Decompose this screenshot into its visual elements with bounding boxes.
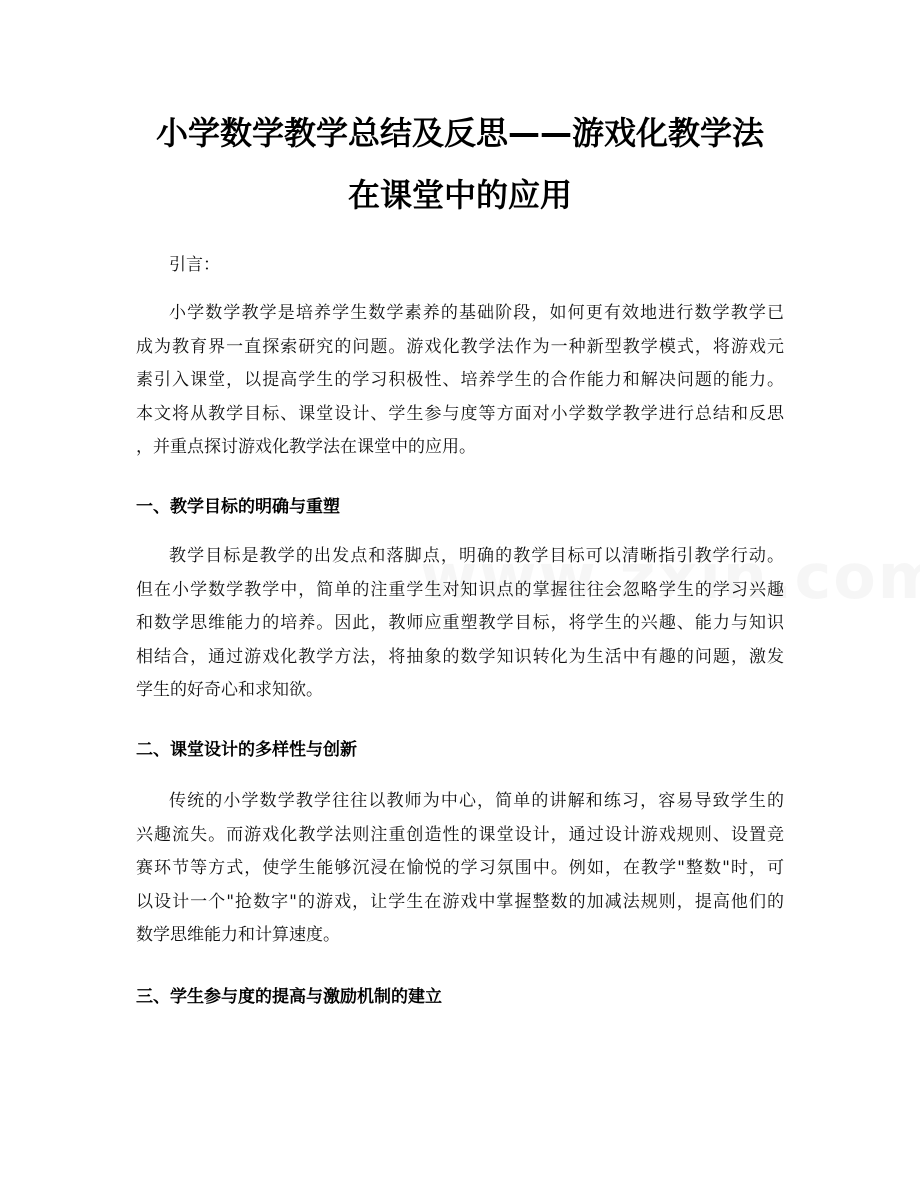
intro-line: ，并重点探讨游戏化教学法在课堂中的应用。 (136, 437, 476, 458)
section-1-paragraph (136, 540, 784, 708)
intro-paragraph (136, 297, 784, 465)
section-2-line: 兴趣流失。而游戏化教学法则注重创造性的课堂设计，通过设计游戏规则、设置竞 (136, 824, 784, 845)
section-1-line: 但在小学数学教学中，简单的注重学生对知识点的掌握往往会忽略学生的学习兴趣 (136, 579, 784, 600)
intro-line: 成为教育界一直探索研究的问题。游戏化教学法作为一种新型教学模式，将游戏元 (136, 336, 784, 357)
section-1-line: 相结合，通过游戏化教学方法，将抽象的数学知识转化为生活中有趣的问题，激发 (136, 646, 784, 667)
section-2-heading: 二、课堂设计的多样性与创新 (136, 740, 357, 760)
section-1-heading: 一、教学目标的明确与重塑 (136, 497, 340, 517)
section-1-line: 和数学思维能力的培养。因此，教师应重塑教学目标，将学生的兴趣、能力与知识 (136, 613, 784, 634)
intro-line: 本文将从教学目标、课堂设计、学生参与度等方面对小学数学教学进行总结和反思 (136, 403, 784, 424)
intro-line: 素引入课堂，以提高学生的学习积极性、培养学生的合作能力和解决问题的能力。 (136, 370, 784, 391)
document-title-line-2: 在课堂中的应用 (347, 176, 572, 214)
section-1-line: 教学目标是教学的出发点和落脚点，明确的教学目标可以清晰指引教学行动。 (169, 546, 784, 566)
document-title-line-1: 小学数学教学总结及反思——游戏化教学法 (155, 114, 764, 152)
intro-label: 引言： (169, 255, 220, 275)
section-2-line: 赛环节等方式，使学生能够沉浸在愉悦的学习氛围中。例如，在教学"整数"时，可 (136, 858, 784, 879)
section-2-paragraph (136, 785, 784, 953)
section-3-heading: 三、学生参与度的提高与激励机制的建立 (136, 987, 442, 1007)
section-1-line: 学生的好奇心和求知欲。 (136, 680, 323, 701)
section-2-line: 传统的小学数学教学往往以教师为中心，简单的讲解和练习，容易导致学生的 (169, 791, 784, 811)
section-2-line: 数学思维能力和计算速度。 (136, 925, 340, 946)
section-2-line: 以设计一个"抢数字"的游戏，让学生在游戏中掌握整数的加减法规则，提高他们的 (136, 891, 784, 912)
intro-line: 小学数学教学是培养学生数学素养的基础阶段，如何更有效地进行数学教学已 (169, 303, 784, 323)
